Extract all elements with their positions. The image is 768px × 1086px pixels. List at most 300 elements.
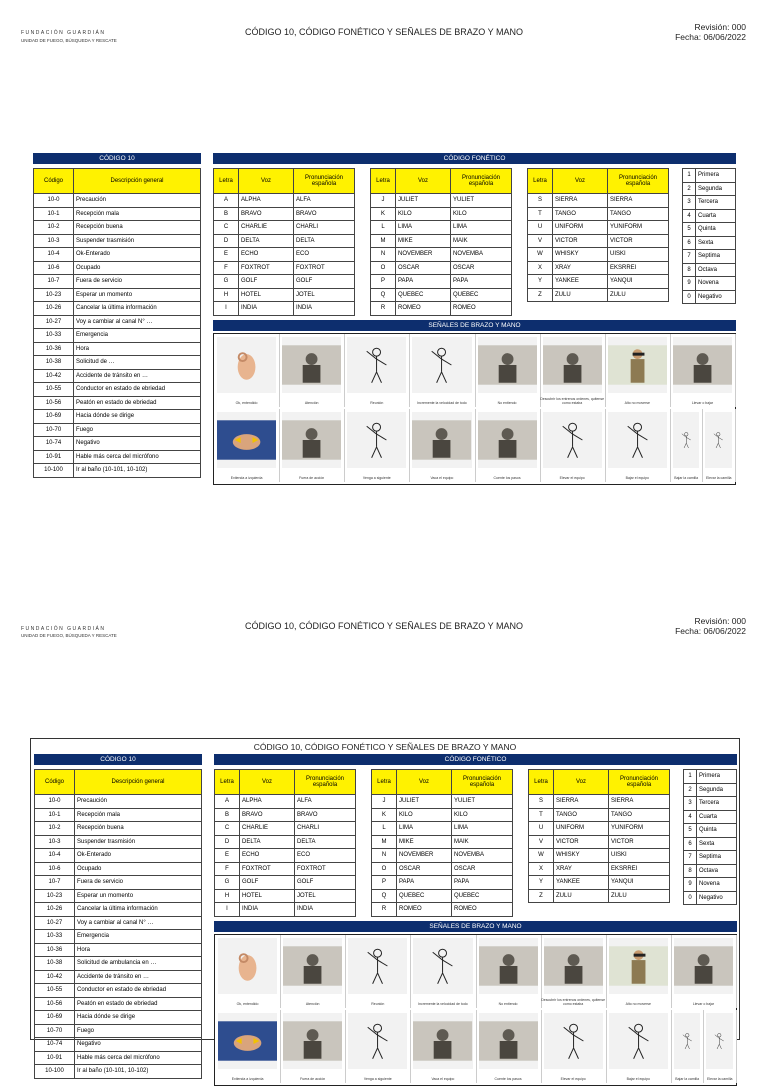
code10-code: 10-38 xyxy=(34,356,74,370)
signal-image xyxy=(478,337,537,393)
signal-caption: Elevar la camilla xyxy=(706,1077,733,1081)
code10-row xyxy=(35,795,202,809)
phonetic-voice: GOLF xyxy=(240,876,295,890)
code10-code: 10-36 xyxy=(34,342,74,356)
code10-description: Fuera de servicio xyxy=(74,275,201,289)
phonetic-pronunciation: YANQUI xyxy=(608,275,669,289)
code10-code: 10-2 xyxy=(35,822,75,836)
phonetic-row xyxy=(372,889,513,903)
code10-description: Negativo xyxy=(75,1038,202,1052)
code10-description: Voy a cambiar al canal N° … xyxy=(75,916,202,930)
phonetic-group-table xyxy=(371,769,513,917)
phonetic-voice: MIKE xyxy=(396,234,451,248)
phonetic-letter: C xyxy=(214,221,239,235)
phonetic-pronunciation: EKSRREI xyxy=(608,261,669,275)
phonetic-voice: XRAY xyxy=(554,862,609,876)
number-word: Quinta xyxy=(696,223,736,237)
code10-col-code: Código xyxy=(34,169,74,194)
phonetic-letter: U xyxy=(529,822,554,836)
phonetic-letter: V xyxy=(528,234,553,248)
phonetic-row xyxy=(528,261,669,275)
phonetic-letter: O xyxy=(371,261,396,275)
phonetic-voice: FOXTROT xyxy=(240,862,295,876)
code10-row xyxy=(35,889,202,903)
signals-title: SEÑALES DE BRAZO Y MANO xyxy=(214,921,737,932)
phonetic-voice: SIERRA xyxy=(554,795,609,809)
phonetic-col-voice: Voz xyxy=(240,770,295,795)
org-unit: UNIDAD DE FUEGO, BÚSQUEDA Y RESCATE xyxy=(21,38,117,43)
page-title: CÓDIGO 10, CÓDIGO FONÉTICO Y SEÑALES DE BRAZO Y MANO xyxy=(245,27,523,37)
phonetic-row xyxy=(529,862,670,876)
signal-caption: Vaca el equipo xyxy=(430,476,454,480)
phonetic-pronunciation: INDIA xyxy=(295,903,356,917)
number-row xyxy=(683,250,736,264)
phonetic-row xyxy=(528,248,669,262)
phonetic-voice: LIMA xyxy=(397,822,452,836)
signal-image xyxy=(609,1013,668,1069)
signal-card xyxy=(214,409,280,482)
code10-description: Accidente de tránsito en … xyxy=(74,369,201,383)
signal-image xyxy=(413,938,472,994)
number-row xyxy=(683,182,736,196)
phonetic-voice: VICTOR xyxy=(553,234,608,248)
code10-row xyxy=(34,275,201,289)
phonetic-row xyxy=(214,275,355,289)
code10-col-code: Código xyxy=(35,770,75,795)
number-word: Sexta xyxy=(696,236,736,250)
number-word: Septima xyxy=(696,250,736,264)
phonetic-letter: G xyxy=(214,275,239,289)
number-digit: 2 xyxy=(683,182,696,196)
phonetic-letter: S xyxy=(528,194,553,208)
code10-row xyxy=(35,970,202,984)
code10-description: Esperar un momento xyxy=(74,288,201,302)
phonetic-letter: O xyxy=(372,862,397,876)
phonetic-voice: ROMEO xyxy=(396,302,451,316)
phonetic-voice: DELTA xyxy=(240,835,295,849)
phonetic-row xyxy=(371,288,512,302)
org-name: FUNDACIÓN GUARDIÁN xyxy=(21,30,106,36)
signal-card xyxy=(215,1010,281,1083)
phonetic-letter: G xyxy=(215,876,240,890)
signal-card xyxy=(606,1010,672,1083)
code10-description: Hora xyxy=(74,342,201,356)
code10-description: Fuego xyxy=(75,1024,202,1038)
phonetic-group-table xyxy=(370,168,512,316)
phonetic-row xyxy=(214,234,355,248)
signal-card xyxy=(344,334,410,407)
phonetic-letter: R xyxy=(371,302,396,316)
phonetic-voice: PAPA xyxy=(397,876,452,890)
phonetic-row xyxy=(529,849,670,863)
phonetic-pronunciation: NOVEMBA xyxy=(452,849,513,863)
number-row xyxy=(683,196,736,210)
phonetic-pronunciation: YUNIFORM xyxy=(609,822,670,836)
page-header xyxy=(0,612,768,652)
signal-caption: Venga a siguiente xyxy=(362,476,391,480)
code10-row xyxy=(35,835,202,849)
signal-card xyxy=(344,409,410,482)
signal-card xyxy=(670,409,704,482)
phonetic-row xyxy=(528,275,669,289)
code10-code: 10-26 xyxy=(35,903,75,917)
code10-description: Emergencia xyxy=(75,930,202,944)
phonetic-row xyxy=(528,288,669,302)
code10-row xyxy=(35,876,202,890)
phonetic-col-voice: Voz xyxy=(396,169,451,194)
phonetic-voice: LIMA xyxy=(396,221,451,235)
phonetic-letter: Y xyxy=(528,275,553,289)
phonetic-voice: JULIET xyxy=(396,194,451,208)
phonetic-row xyxy=(529,835,670,849)
phonetic-letter: Z xyxy=(528,288,553,302)
phonetic-voice: INDIA xyxy=(240,903,295,917)
phonetic-voice: ZULU xyxy=(553,288,608,302)
phonetic-voice: TANGO xyxy=(553,207,608,221)
phonetic-letter: R xyxy=(372,903,397,917)
signal-card xyxy=(475,409,541,482)
org-name: FUNDACIÓN GUARDIÁN xyxy=(21,626,106,632)
code10-row xyxy=(34,410,201,424)
phonetic-voice: UNIFORM xyxy=(553,221,608,235)
phonetic-col-voice: Voz xyxy=(554,770,609,795)
phonetic-pronunciation: QUEBEC xyxy=(451,288,512,302)
phonetic-pronunciation: ALFA xyxy=(294,194,355,208)
phonetic-row xyxy=(214,288,355,302)
phonetic-group-table xyxy=(527,168,669,302)
phonetic-row xyxy=(372,795,513,809)
signal-image xyxy=(347,337,406,393)
code10-code: 10-0 xyxy=(34,194,74,208)
number-word: Novena xyxy=(696,277,736,291)
phonetic-pronunciation: BRAVO xyxy=(294,207,355,221)
code10-row xyxy=(34,194,201,208)
phonetic-voice: WHISKY xyxy=(553,248,608,262)
phonetic-pronunciation: DELTA xyxy=(294,234,355,248)
phonetic-pronunciation: NOVEMBA xyxy=(451,248,512,262)
signal-card xyxy=(605,409,671,482)
signal-image xyxy=(478,412,537,468)
phonetic-row xyxy=(372,862,513,876)
signal-caption: Bajar la camilla xyxy=(675,1077,700,1081)
reference-sheet xyxy=(30,150,738,485)
phonetic-letter: N xyxy=(372,849,397,863)
phonetic-letter: A xyxy=(214,194,239,208)
signal-caption: Elevar el equipo xyxy=(559,476,585,480)
code10-code: 10-4 xyxy=(35,849,75,863)
code10-row xyxy=(35,916,202,930)
signal-caption: Incremente la velocidad de todo xyxy=(417,401,467,405)
number-digit: 6 xyxy=(683,236,696,250)
signal-image xyxy=(674,938,733,994)
phonetic-row xyxy=(528,207,669,221)
code10-row xyxy=(34,342,201,356)
code10-row xyxy=(35,997,202,1011)
phonetic-col-letter: Letra xyxy=(528,169,553,194)
signal-image xyxy=(412,412,471,468)
code10-row xyxy=(34,423,201,437)
signal-image xyxy=(218,938,277,994)
phonetic-voice: MIKE xyxy=(397,835,452,849)
code10-title: CÓDIGO 10 xyxy=(33,153,201,164)
phonetic-letter: F xyxy=(214,261,239,275)
signal-image xyxy=(479,938,538,994)
phonetic-letter: V xyxy=(529,835,554,849)
code10-code: 10-23 xyxy=(34,288,74,302)
phonetic-letter: J xyxy=(372,795,397,809)
code10-code: 10-33 xyxy=(35,930,75,944)
signals-panel xyxy=(214,934,737,1086)
number-word: Octava xyxy=(697,864,737,878)
phonetic-letter: A xyxy=(215,795,240,809)
phonetic-pronunciation: SIERRA xyxy=(608,194,669,208)
number-digit: 8 xyxy=(684,864,697,878)
phonetic-pronunciation: ROMEO xyxy=(451,302,512,316)
phonetic-voice: DELTA xyxy=(239,234,294,248)
phonetic-row xyxy=(215,835,356,849)
phonetic-letter: E xyxy=(215,849,240,863)
phonetic-title: CÓDIGO FONÉTICO xyxy=(214,754,737,765)
phonetic-voice: ALPHA xyxy=(239,194,294,208)
revision-block xyxy=(675,616,746,636)
signal-image xyxy=(544,938,603,994)
code10-description: Recepción buena xyxy=(74,221,201,235)
number-digit: 6 xyxy=(684,837,697,851)
phonetic-voice: QUEBEC xyxy=(396,288,451,302)
phonetic-letter: L xyxy=(372,822,397,836)
code10-description: Hable más cerca del micrófono xyxy=(75,1051,202,1065)
number-row xyxy=(683,223,736,237)
signal-image xyxy=(544,1013,603,1069)
phonetic-col-pronunciation: Pronunciación española xyxy=(294,169,355,194)
phonetic-pronunciation: JOTEL xyxy=(295,889,356,903)
phonetic-letter: P xyxy=(371,275,396,289)
phonetic-col-pronunciation: Pronunciación española xyxy=(452,770,513,795)
signal-caption: Atención xyxy=(304,401,319,405)
code10-description: Ok-Enterado xyxy=(75,849,202,863)
phonetic-pronunciation: VICTOR xyxy=(608,234,669,248)
code10-description: Hacia dónde se dirige xyxy=(75,1011,202,1025)
phonetic-col-voice: Voz xyxy=(553,169,608,194)
phonetic-voice: PAPA xyxy=(396,275,451,289)
number-word: Segunda xyxy=(696,182,736,196)
phonetic-row xyxy=(215,822,356,836)
signal-image xyxy=(217,412,276,468)
signal-image xyxy=(706,1013,733,1069)
code10-row xyxy=(35,1065,202,1079)
signal-card xyxy=(215,935,281,1008)
phonetic-letter: F xyxy=(215,862,240,876)
signal-image xyxy=(543,412,602,468)
signal-caption: Bajar el equipo xyxy=(625,476,649,480)
phonetic-pronunciation: TANGO xyxy=(609,808,670,822)
phonetic-pronunciation: ALFA xyxy=(295,795,356,809)
signal-caption: Incremente la velocidad de todo xyxy=(418,1002,468,1006)
phonetic-row xyxy=(371,261,512,275)
phonetic-letter: X xyxy=(529,862,554,876)
phonetic-pronunciation: JOTEL xyxy=(294,288,355,302)
phonetic-group-table xyxy=(214,769,356,917)
code10-code: 10-56 xyxy=(35,997,75,1011)
phonetic-pronunciation: PAPA xyxy=(451,275,512,289)
signal-image xyxy=(348,938,407,994)
number-row xyxy=(684,797,737,811)
page-1 xyxy=(0,0,768,500)
phonetic-letter: Q xyxy=(371,288,396,302)
signal-caption: Cuente los pasos xyxy=(494,1077,522,1081)
code10-code: 10-56 xyxy=(34,396,74,410)
phonetic-letter: B xyxy=(214,207,239,221)
number-row xyxy=(684,878,737,892)
phonetic-voice: INDIA xyxy=(239,302,294,316)
signal-card xyxy=(280,1010,346,1083)
code10-code: 10-7 xyxy=(35,876,75,890)
code10-row xyxy=(35,957,202,971)
signal-image xyxy=(674,1013,701,1069)
signal-image xyxy=(413,1013,472,1069)
signal-image xyxy=(218,1013,277,1069)
phonetic-letter: M xyxy=(372,835,397,849)
phonetic-voice: QUEBEC xyxy=(397,889,452,903)
code10-row xyxy=(35,808,202,822)
phonetic-letter: L xyxy=(371,221,396,235)
code10-row xyxy=(34,464,201,478)
phonetic-letter: Z xyxy=(529,889,554,903)
phonetic-voice: YANKEE xyxy=(554,876,609,890)
phonetic-row xyxy=(215,849,356,863)
phonetic-letter: H xyxy=(214,288,239,302)
code10-row xyxy=(35,1038,202,1052)
revision-label: Revisión: 000 xyxy=(694,22,746,32)
signal-image xyxy=(705,412,732,468)
code10-row xyxy=(35,984,202,998)
code10-description: Solicitud de ambulancia en … xyxy=(75,957,202,971)
phonetic-pronunciation: GOLF xyxy=(295,876,356,890)
signals-panel xyxy=(213,333,736,485)
phonetic-row xyxy=(372,876,513,890)
code10-row xyxy=(35,822,202,836)
phonetic-voice: FOXTROT xyxy=(239,261,294,275)
code10-description: Voy a cambiar al canal N° … xyxy=(74,315,201,329)
code10-description: Precaución xyxy=(74,194,201,208)
code10-description: Peatón en estado de ebriedad xyxy=(74,396,201,410)
code10-code: 10-70 xyxy=(35,1024,75,1038)
phonetic-row xyxy=(529,808,670,822)
signal-caption: Descubrir los entrenos ordenes, quitense como estaba xyxy=(541,998,606,1006)
phonetic-letter: H xyxy=(215,889,240,903)
phonetic-col-pronunciation: Pronunciación española xyxy=(609,770,670,795)
org-unit: UNIDAD DE FUEGO, BÚSQUEDA Y RESCATE xyxy=(21,633,117,638)
phonetic-row xyxy=(214,207,355,221)
code10-code: 10-3 xyxy=(34,234,74,248)
phonetic-row xyxy=(215,903,356,917)
number-digit: 1 xyxy=(683,169,696,183)
phonetic-row xyxy=(528,194,669,208)
code10-description: Accidente de tránsito en … xyxy=(75,970,202,984)
code10-code: 10-100 xyxy=(34,464,74,478)
phonetic-row xyxy=(214,261,355,275)
code10-description: Suspender trasmisión xyxy=(75,835,202,849)
code10-row xyxy=(34,234,201,248)
number-row xyxy=(683,277,736,291)
phonetic-col-pronunciation: Pronunciación española xyxy=(608,169,669,194)
phonetic-pronunciation: CHARLI xyxy=(295,822,356,836)
signal-caption: Ok, entendido xyxy=(236,1002,259,1006)
phonetic-letter: U xyxy=(528,221,553,235)
phonetic-letter: B xyxy=(215,808,240,822)
signal-card xyxy=(540,409,606,482)
phonetic-voice: ZULU xyxy=(554,889,609,903)
code10-code: 10-27 xyxy=(34,315,74,329)
phonetic-pronunciation: TANGO xyxy=(608,207,669,221)
code10-code: 10-55 xyxy=(34,383,74,397)
code10-description: Solicitud de … xyxy=(74,356,201,370)
signal-caption: Alto no moverse xyxy=(624,401,650,405)
signal-caption: No entiendo xyxy=(498,1002,518,1006)
reference-sheet xyxy=(30,738,740,1081)
code10-col-desc: Descripción general xyxy=(74,169,201,194)
signal-caption: Elevar la camilla xyxy=(705,476,732,480)
phonetic-row xyxy=(372,822,513,836)
code10-code: 10-4 xyxy=(34,248,74,262)
code10-description: Emergencia xyxy=(74,329,201,343)
phonetic-row xyxy=(214,302,355,316)
phonetic-voice: OSCAR xyxy=(397,862,452,876)
signal-caption: Llevar o bajar xyxy=(692,1002,715,1006)
code10-code: 10-23 xyxy=(35,889,75,903)
phonetic-pronunciation: FOXTROT xyxy=(295,862,356,876)
phonetic-row xyxy=(372,835,513,849)
phonetic-voice: XRAY xyxy=(553,261,608,275)
phonetic-pronunciation: YUNIFORM xyxy=(608,221,669,235)
code10-row xyxy=(35,849,202,863)
number-digit: 3 xyxy=(684,797,697,811)
signal-image xyxy=(283,938,342,994)
code10-code: 10-33 xyxy=(34,329,74,343)
phonetic-pronunciation: ZULU xyxy=(609,889,670,903)
number-digit: 7 xyxy=(683,250,696,264)
phonetic-row xyxy=(215,862,356,876)
code10-code: 10-100 xyxy=(35,1065,75,1079)
code10-row xyxy=(34,383,201,397)
phonetic-letter: I xyxy=(215,903,240,917)
signal-card xyxy=(345,1010,411,1083)
code10-code: 10-91 xyxy=(34,450,74,464)
code10-description: Ocupado xyxy=(75,862,202,876)
phonetic-voice: KILO xyxy=(397,808,452,822)
code10-description: Recepción buena xyxy=(75,822,202,836)
phonetic-row xyxy=(215,876,356,890)
signal-caption: Bajar la camilla xyxy=(674,476,699,480)
signal-card xyxy=(703,1010,737,1083)
number-digit: 0 xyxy=(683,290,696,304)
number-digit: 5 xyxy=(684,824,697,838)
phonetic-pronunciation: QUEBEC xyxy=(452,889,513,903)
phonetic-row xyxy=(371,234,512,248)
code10-row xyxy=(35,862,202,876)
phonetic-letter: E xyxy=(214,248,239,262)
code10-code: 10-69 xyxy=(34,410,74,424)
code10-row xyxy=(34,261,201,275)
code10-code: 10-0 xyxy=(35,795,75,809)
phonetic-col-letter: Letra xyxy=(214,169,239,194)
number-word: Negativo xyxy=(697,891,737,905)
signal-caption: Extienda a izquierda xyxy=(230,476,263,480)
phonetic-voice: ROMEO xyxy=(397,903,452,917)
phonetic-row xyxy=(371,207,512,221)
phonetic-voice: SIERRA xyxy=(553,194,608,208)
signal-card xyxy=(605,334,671,407)
